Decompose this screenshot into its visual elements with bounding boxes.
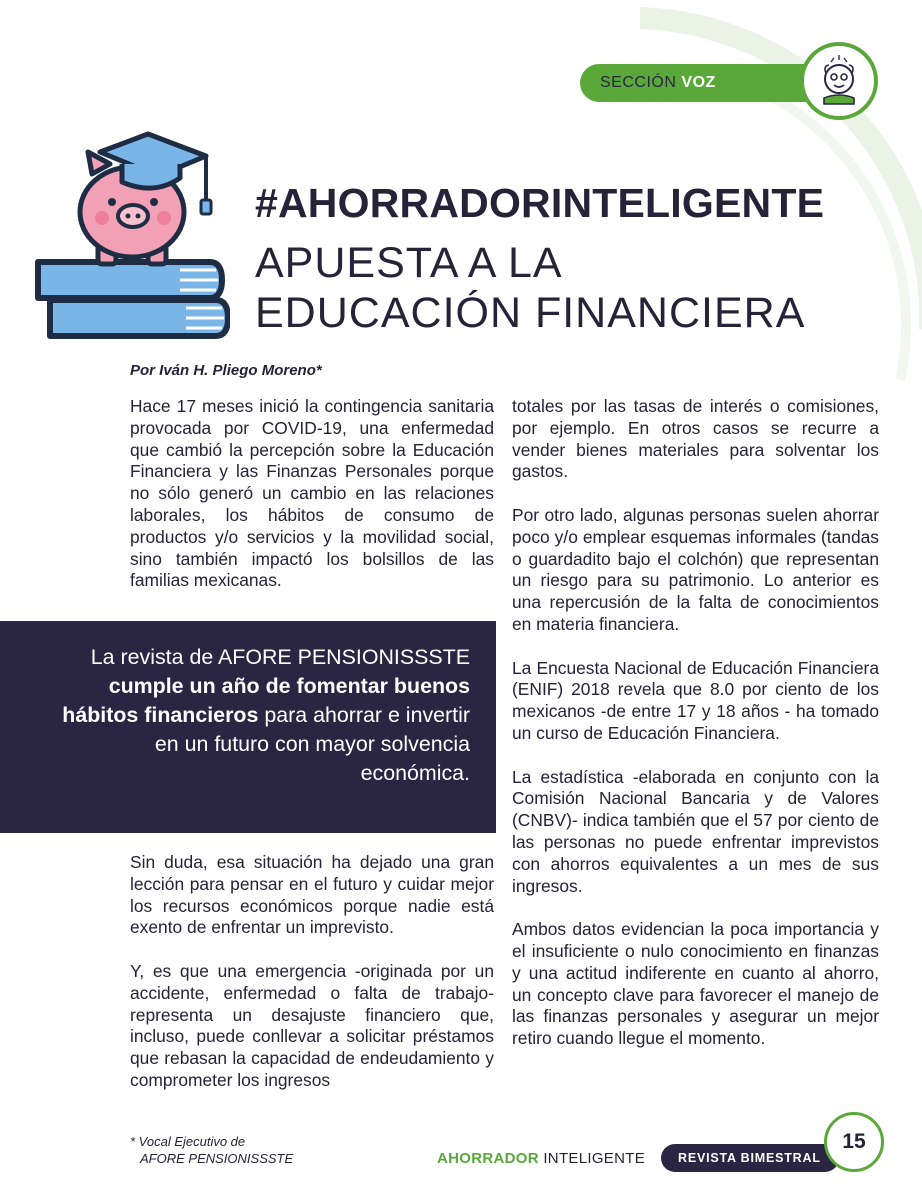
- footer-brand: [437, 1150, 645, 1167]
- paragraph: Hace 17 meses inició la contingencia sanitaria provocada por COVID-19, una enfermedad que cambió la percepción sobre la Educación Financiera y las Finanzas Personales porque no sólo generó un cambio en las relaciones laborales, los hábitos de consumo de productos y/o servicios y la movilidad social, sino también impactó los bolsillos de las familias mexicanas.: [130, 396, 494, 591]
- title-subtitle-line2: EDUCACIÓN FINANCIERA: [255, 289, 806, 337]
- piggy-bank-graduate-icon: [30, 130, 230, 340]
- paragraph: Sin duda, esa situación ha dejado una gran lección para pensar en el futuro y cuidar mejor los recursos económicos porque nadie está exento de enfrentar un imprevisto.: [130, 852, 494, 938]
- section-highlight: VOZ: [681, 74, 716, 91]
- title-subtitle-line1: APUESTA A LA: [255, 239, 563, 287]
- paragraph: La estadística -elaborada en conjunto con la Comisión Nacional Bancaria y de Valores (CNBV)- indica también que el 57 por ciento de las personas no puede enfrentar imprevistos con ahorros equivalentes a un mes de sus ingresos.: [512, 766, 879, 896]
- paragraph: La Encuesta Nacional de Educación Financiera (ENIF) 2018 revela que 8.0 por ciento de los mexicanos -de entre 17 y 18 años - ha tomado un curso de Educación Financiera.: [512, 657, 879, 743]
- left-column-bottom: [130, 852, 494, 1092]
- mascot-badge: [800, 42, 878, 120]
- title-subtitle: [255, 238, 805, 338]
- footnote-line1: * Vocal Ejecutivo de: [130, 1134, 246, 1149]
- footnote-line2: AFORE PENSIONISSSTE: [140, 1151, 294, 1166]
- paragraph: Por otro lado, algunas personas suelen ahorrar poco y/o emplear esquemas informales (tandas o guardadito bajo el colchón) que representan un riesgo para su patrimonio. Lo anterior es una repercusión de la falta de conocimientos en materia financiera.: [512, 504, 879, 634]
- paragraph: Ambos datos evidencian la poca importancia y el insuficiente o nulo conocimiento en finanzas y una actitud indiferente en cuanto al ahorro, un concepto clave para favorecer el manejo de las finanzas personales y asegurar un mejor retiro cuando llegue el momento.: [512, 919, 879, 1049]
- quote-text-bold: cumple un año de fomentar buenos hábitos financieros: [62, 674, 470, 727]
- author-footnote: [130, 1133, 293, 1167]
- section-label: SECCIÓN: [600, 74, 677, 91]
- quote-text-part2: para ahorrar e invertir en un futuro con mayor solvencia económica.: [154, 703, 470, 785]
- quote-text-part1: La revista de AFORE PENSIONISSSTE: [90, 645, 470, 669]
- page-number: 15: [824, 1112, 884, 1172]
- paragraph: Y, es que una emergencia -originada por un accidente, enfermedad o falta de trabajo- representa un desajuste financiero que, incluso, puede conllevar a solicitar préstamos que rebasan la capacidad de endeudamiento y comprometer los ingresos: [130, 960, 494, 1090]
- left-column-top: [130, 396, 494, 592]
- title-hashtag: #AHORRADORINTELIGENTE: [255, 180, 825, 226]
- right-column: [512, 396, 879, 1050]
- footer-brand-light: INTELIGENTE: [543, 1150, 645, 1167]
- mascot-icon: [804, 46, 874, 116]
- footer-brand-bold: AHORRADOR: [437, 1150, 539, 1167]
- author-byline: Por Iván H. Pliego Moreno*: [130, 362, 322, 379]
- footer-magazine-pill: REVISTA BIMESTRAL: [661, 1144, 839, 1172]
- paragraph: totales por las tasas de interés o comisiones, por ejemplo. En otros casos se recurre a vender bienes materiales para solventar los gastos.: [512, 396, 879, 482]
- books-stack-icon: [38, 262, 228, 336]
- pull-quote: [0, 621, 496, 833]
